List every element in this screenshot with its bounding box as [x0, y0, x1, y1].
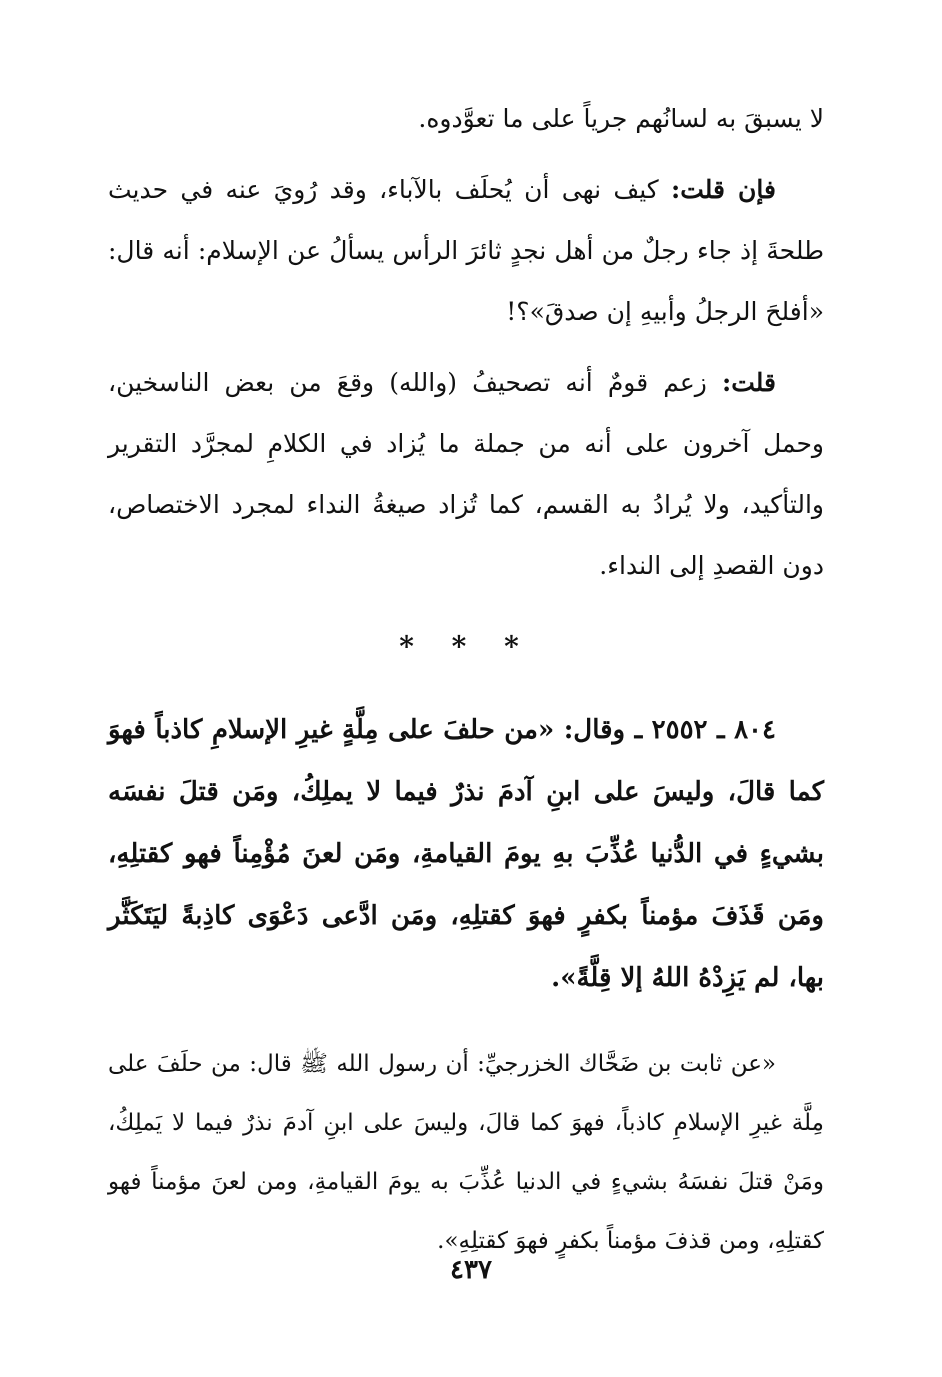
paragraph-text: لا يسبقَ به لسانُهم جرياً على ما تعوَّدوه. — [418, 104, 824, 133]
answer-lead: قلت: — [721, 368, 776, 397]
answer-text: زعم قومٌ أنه تصحيفُ (والله) وقعَ من بعض الناسخين، وحمل آخرون على أنه من جملة ما يُزاد في الكلامِ لمجرَّد التقرير والتأكيد، ولا يُرادُ به القسم، كما تُزاد صيغةُ النداء لمجرد الاختصاص، دون القصدِ إلى النداء. — [108, 368, 824, 580]
paragraph-question — [108, 159, 824, 342]
paragraph-continuation — [108, 88, 824, 149]
commentary-text: «عن ثابت بن ضَحَّاك الخزرجيِّ: أن رسول الله ﷺ قال: من حلَفَ على مِلَّة غيرِ الإسلامِ كاذباً، فهوَ كما قالَ، وليسَ على ابنِ آدمَ نذرٌ فيما لا يَملِكُ، ومَنْ قتلَ نفسَهُ بشيءٍ في الدنيا عُذِّبَ به يومَ القيامةِ، ومن لعنَ مؤمناً فهو كقتلِهِ، ومن قذفَ مؤمناً بكفرٍ فهوَ كقتلِهِ». — [108, 1051, 824, 1254]
page-body — [108, 88, 824, 1271]
question-lead: فإن قلت: — [671, 175, 776, 204]
question-text: كيف نهى أن يُحلَف بالآباء، وقد رُويَ عنه في حديث طلحةَ إذ جاء رجلٌ من أهل نجدٍ ثائرَ الرأس يسألُ عن الإسلام: أنه قال: «أفلحَ الرجلُ وأبيهِ إن صدقَ»؟! — [108, 175, 824, 326]
hadith-text: ٨٠٤ ـ ٢٥٥٢ ـ وقال: «من حلفَ على مِلَّةٍ غيرِ الإسلامِ كاذباً فهوَ كما قالَ، وليسَ على ابنِ آدمَ نذرٌ فيما لا يملِكُ، ومَن قتلَ نفسَه بشيءٍ في الدُّنيا عُذِّبَ بهِ يومَ القيامةِ، ومَن لعنَ مُؤْمِناً فهو كقتلِهِ، ومَن قَذَفَ مؤمناً بكفرٍ فهوَ كقتلِهِ، ومَن ادَّعى دَعْوَى كاذِبةً ليَتَكَثَّر بها، لم يَزِدْهُ اللهُ إلا قِلَّةً». — [108, 715, 824, 993]
section-divider: * * * — [399, 630, 533, 663]
page-number: ٤٣٧ — [450, 1255, 492, 1285]
paragraph-answer — [108, 352, 824, 596]
